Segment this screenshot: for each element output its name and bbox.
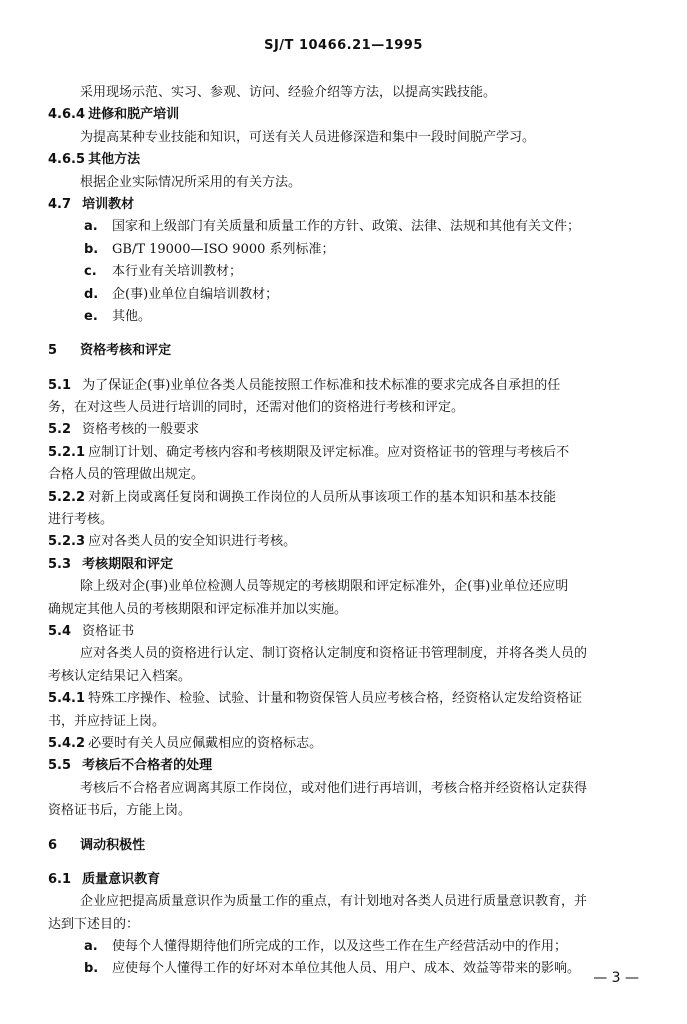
section-number: 6.1 — [48, 871, 72, 887]
paragraph-text: 必要时有关人员应佩戴相应的资格标志。 — [88, 735, 323, 751]
paragraph-line: 根据企业实际情况所采用的有关方法。 — [80, 174, 302, 190]
section-number: 5.3 — [48, 556, 72, 572]
paragraph-line: 考核后不合格者应调离其原工作岗位，或对他们进行再培训，考核合格并经资格认定获得 — [80, 780, 588, 796]
section-5-3-heading — [48, 554, 648, 576]
list-text: 本行业有关培训教材； — [112, 264, 243, 280]
paragraph-text: 应对各类人员的安全知识进行考核。 — [88, 534, 297, 550]
section-number: 5 — [48, 343, 58, 359]
paragraph-line: 合格人员的管理做出规定。 — [48, 467, 205, 483]
section-number: 5.2.3 — [48, 534, 86, 550]
section-title: 培训教材 — [82, 196, 135, 212]
section-title: 质量意识教育 — [82, 871, 161, 887]
standard-header: SJ/T 10466.21—1995 — [264, 38, 423, 53]
section-5-2-heading — [48, 419, 648, 441]
section-5-2-3-line — [48, 531, 648, 553]
section-number: 4.7 — [48, 196, 72, 212]
section-5-2-1-line — [48, 442, 648, 464]
section-4-7-heading — [48, 194, 648, 216]
paragraph-line: 采用现场示范、实习、参观、访问、经验介绍等方法，以提高实践技能。 — [80, 85, 497, 100]
list-letter: d. — [84, 286, 99, 302]
paragraph-line: 资格证书后，方能上岗。 — [48, 803, 192, 819]
paragraph-line: 进行考核。 — [48, 512, 114, 528]
list-item — [48, 239, 648, 261]
section-number: 4.6.4 — [48, 107, 86, 123]
section-number: 6 — [48, 837, 58, 853]
list-letter: a. — [84, 939, 98, 955]
list-text: 国家和上级部门有关质量和质量工作的方针、政策、法律、法规和其他有关文件； — [112, 219, 581, 235]
list-text: 其他。 — [112, 308, 152, 324]
paragraph-line: 书，并应持证上岗。 — [48, 713, 166, 729]
section-title: 资格证书 — [82, 623, 135, 639]
list-item — [48, 216, 648, 238]
list-item — [48, 261, 648, 283]
paragraph-text: 为了保证企(事)业单位各类人员能按照工作标准和技术标准的要求完成各自承担的任 — [82, 377, 561, 393]
section-title: 考核期限和评定 — [82, 556, 174, 572]
section-6-heading — [48, 835, 648, 857]
section-title: 资格考核的一般要求 — [82, 422, 200, 438]
list-text: 应使每个人懂得工作的好坏对本单位其他人员、用户、成本、效益等带来的影响。 — [112, 961, 581, 977]
paragraph-line: 为提高某种专业技能和知识，可送有关人员进修深造和集中一段时间脱产学习。 — [80, 129, 536, 145]
section-5-heading — [48, 340, 648, 362]
section-number: 4.6.5 — [48, 152, 86, 168]
section-4-6-4-heading — [48, 104, 648, 126]
paragraph-line: 务，在对这些人员进行培训的同时，还需对他们的资格进行考核和评定。 — [48, 400, 465, 416]
section-title: 其他方法 — [88, 152, 141, 168]
document-body — [48, 82, 648, 981]
list-letter: b. — [84, 241, 99, 257]
section-5-4-1-line — [48, 688, 648, 710]
list-item — [48, 306, 648, 328]
section-number: 5.4.1 — [48, 691, 86, 707]
list-item — [48, 936, 648, 958]
paragraph-line: 确规定其他人员的考核期限和评定标准并加以实施。 — [48, 601, 348, 617]
section-number: 5.2.2 — [48, 489, 86, 505]
section-4-6-5-heading — [48, 149, 648, 171]
list-letter: b. — [84, 961, 99, 977]
section-5-4-heading — [48, 621, 648, 643]
paragraph-line: 考核认定结果记入档案。 — [48, 668, 192, 684]
list-letter: c. — [84, 264, 97, 280]
paragraph-line: 除上级对企(事)业单位检测人员等规定的考核期限和评定标准外，企(事)业单位还应明 — [80, 579, 569, 595]
section-number: 5.2.1 — [48, 444, 86, 460]
page-number: — 3 — — [593, 970, 639, 986]
paragraph-line: 达到下述目的： — [48, 916, 140, 932]
section-5-1-line — [48, 375, 648, 397]
section-5-4-2-line — [48, 733, 648, 755]
section-number: 5.4.2 — [48, 735, 86, 751]
section-5-5-heading — [48, 755, 648, 777]
list-item — [48, 284, 648, 306]
section-number: 5.4 — [48, 623, 72, 639]
list-letter: a. — [84, 219, 98, 235]
section-title: 调动积极性 — [80, 837, 146, 853]
section-title: 考核后不合格者的处理 — [82, 758, 213, 774]
paragraph-line: 应对各类人员的资格进行认定、制订资格认定制度和资格证书管理制度，并将各类人员的 — [80, 646, 588, 662]
list-item — [48, 958, 648, 980]
section-number: 5.1 — [48, 377, 72, 393]
paragraph-text: 特殊工序操作、检验、试验、计量和物资保管人员应考核合格，经资格认定发给资格证 — [88, 691, 583, 707]
section-number: 5.5 — [48, 758, 72, 774]
section-title: 资格考核和评定 — [80, 343, 172, 359]
section-6-1-heading — [48, 869, 648, 891]
list-text: 使每个人懂得期待他们所完成的工作，以及这些工作在生产经营活动中的作用； — [112, 939, 568, 955]
section-title: 进修和脱产培训 — [88, 107, 180, 123]
section-5-2-2-line — [48, 487, 648, 509]
list-text: GB/T 19000—ISO 9000 系列标准； — [112, 241, 335, 257]
paragraph-line: 企业应把提高质量意识作为质量工作的重点，有计划地对各类人员进行质量意识教育，并 — [80, 894, 588, 910]
list-text: 企(事)业单位自编培训教材； — [112, 286, 279, 302]
section-number: 5.2 — [48, 422, 72, 438]
paragraph-text: 对新上岗或离任复岗和调换工作岗位的人员所从事该项工作的基本知识和基本技能 — [88, 489, 557, 505]
paragraph-text: 应制订计划、确定考核内容和考核期限及评定标准。应对资格证书的管理与考核后不 — [88, 444, 570, 460]
list-letter: e. — [84, 308, 98, 324]
